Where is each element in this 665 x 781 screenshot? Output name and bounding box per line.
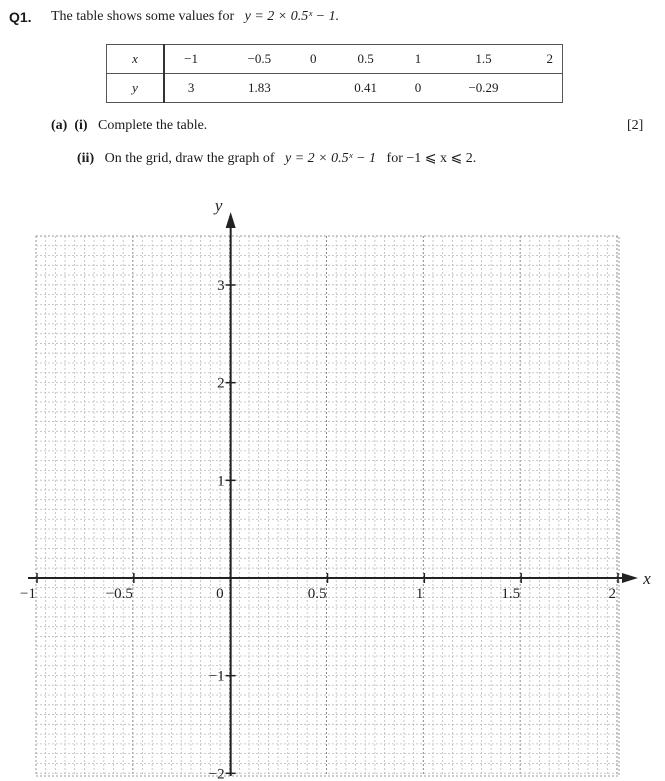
- table-cell: 1.5: [430, 45, 538, 74]
- x-tick-label: 0.5: [307, 586, 327, 602]
- table-cell: 2: [537, 45, 562, 74]
- y-axis-arrow-icon: [226, 212, 236, 228]
- table-cell: 0: [302, 45, 325, 74]
- x-tick-label: 2: [608, 586, 616, 602]
- y-tick-label: 3: [217, 278, 225, 294]
- x-tick-label: −0.5: [105, 586, 133, 602]
- y-tick-label: −2: [208, 766, 225, 781]
- table-cell: −0.5: [217, 45, 301, 74]
- x-tick-label: 1: [415, 586, 424, 602]
- part-a-ii-equation: y = 2 × 0.5ˣ − 1: [285, 151, 377, 166]
- x-tick-label: 0: [216, 586, 224, 602]
- question-equation: y = 2 × 0.5ˣ − 1.: [244, 9, 340, 24]
- x-tick-label: 1.5: [501, 586, 521, 602]
- table-cell: 3: [164, 74, 217, 103]
- table-cell: 0: [406, 74, 429, 103]
- question-number: Q1.: [9, 9, 32, 25]
- x-axis-label: x: [643, 569, 651, 588]
- part-a-ii-text: On the grid, draw the graph of: [104, 151, 275, 166]
- y-axis-label: y: [214, 196, 223, 215]
- part-i-label: (i): [74, 118, 88, 133]
- part-a-label: (a): [51, 118, 68, 133]
- marks-label: [2]: [627, 118, 644, 133]
- table-cell: 0.41: [325, 74, 406, 103]
- question-intro: The table shows some values for: [51, 9, 235, 24]
- y-tick-label: −1: [208, 668, 225, 685]
- y-tick-label: 2: [217, 375, 225, 392]
- x-axis-arrow-icon: [622, 573, 638, 583]
- part-a-ii-range: for −1 ⩽ x ⩽ 2.: [386, 151, 477, 166]
- table-cell: −0.29: [430, 74, 538, 103]
- part-ii-label: (ii): [77, 151, 95, 166]
- table-cell: 1: [406, 45, 429, 74]
- part-a-i-text: Complete the table.: [98, 118, 208, 133]
- x-tick-label: −1: [20, 586, 36, 602]
- table-cell: −1: [164, 45, 217, 74]
- y-tick-label: 1: [217, 473, 225, 490]
- table-y-header: y: [107, 74, 165, 103]
- table-cell: 0.5: [325, 45, 406, 74]
- table-x-header: x: [107, 45, 165, 74]
- table-cell: 1.83: [217, 74, 301, 103]
